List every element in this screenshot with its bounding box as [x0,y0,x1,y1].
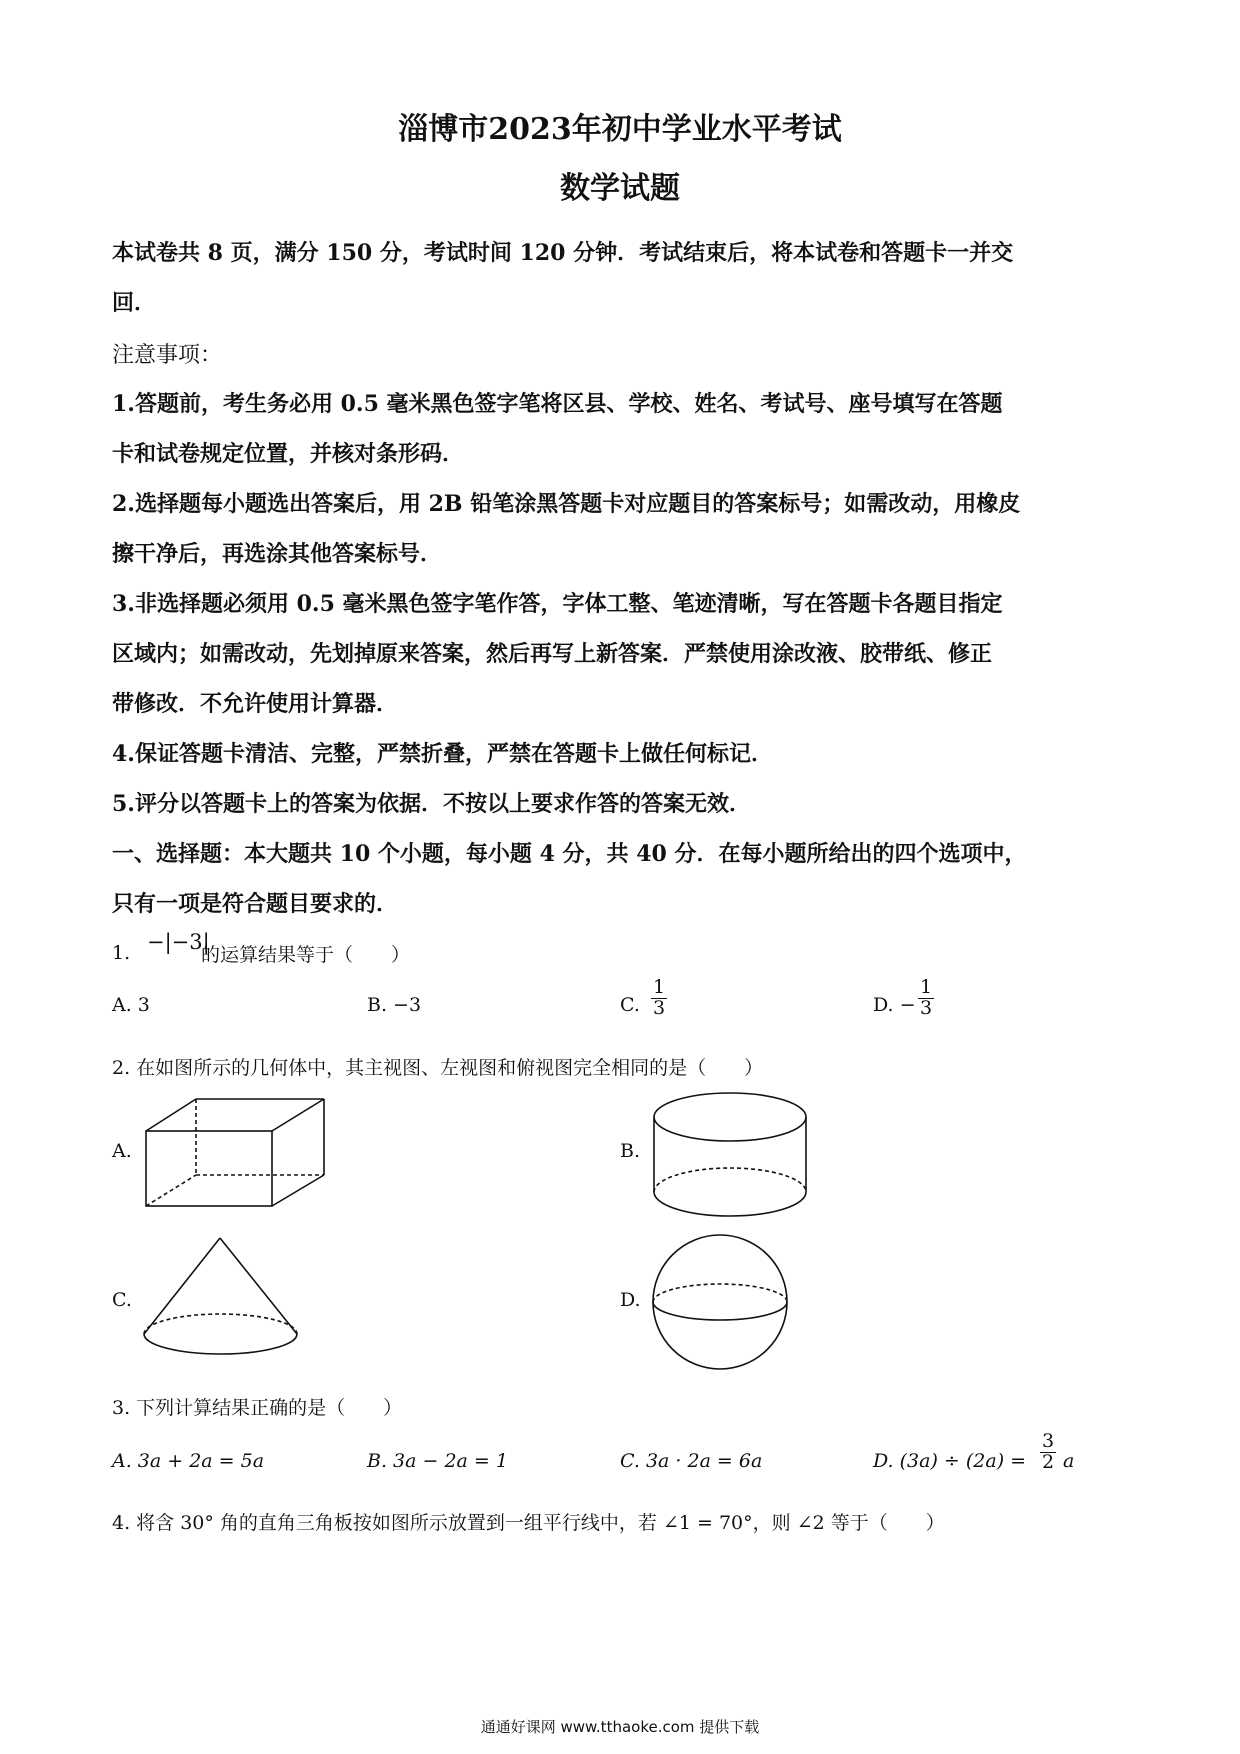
q1-option-c-fraction [651,978,667,1019]
q2-option-b: B. [620,1140,641,1162]
q3-option-d-label: D. (3a) ÷ (2a) = [873,1450,1027,1472]
q2-text: 2. 在如图所示的几何体中，其主视图、左视图和俯视图完全相同的是（ ） [112,1057,764,1079]
q4-text: 4. 将含 30° 角的直角三角板按如图所示放置到一组平行线中，若 ∠1 = 70°，则 ∠2 等于（ ） [112,1512,945,1534]
q3-text: 3. 下列计算结果正确的是（ ） [112,1397,403,1419]
section-1-heading-line-2: 只有一项是符合题目要求的． [112,891,399,917]
q3-d-numerator: 3 [1042,1430,1055,1452]
q3-d-denominator: 2 [1042,1450,1055,1473]
notice-2-line-1: 2.选择题每小题选出答案后，用 2B 铅笔涂黑答题卡对应题目的答案标号；如需改动，用橡皮 [112,491,1021,517]
notice-3-line-3: 带修改．不允许使用计算器． [112,691,399,717]
q1-option-d-fraction [918,978,934,1019]
q2-option-c: C. [112,1289,132,1311]
exam-subtitle: 数学试题 [560,171,680,206]
q1-option-d-label: D. − [873,994,916,1016]
q1-c-denominator: 3 [653,996,666,1019]
q3-option-d-fraction [1040,1432,1056,1473]
q3-option-a: A. 3a + 2a = 5a [112,1450,265,1472]
q2-option-a: A. [112,1140,132,1162]
notice-5: 5.评分以答题卡上的答案为依据．不按以上要求作答的答案无效． [112,791,751,817]
footer-credit: 通通好课网 www.tthaoke.com 提供下载 [480,1718,760,1736]
q1-c-numerator: 1 [653,976,666,998]
q1-option-b: B. −3 [367,994,422,1016]
q1-d-denominator: 3 [920,996,933,1019]
notice-1-line-2: 卡和试卷规定位置，并核对条形码． [112,441,465,467]
notice-1-line-1: 1.答题前，考生务必用 0.5 毫米黑色签字笔将区县、学校、姓名、考试号、座号填写在答题 [112,391,1003,417]
q1-option-c-label: C. [620,994,640,1016]
q3-option-d-tail: a [1063,1450,1075,1472]
q3-option-b: B. 3a − 2a = 1 [367,1450,508,1472]
q1-number: 1. [112,942,131,964]
rectangular-prism-icon [140,1095,340,1215]
q1-expression: −|−3| [147,930,210,954]
cylinder-icon [650,1090,820,1225]
section-1-heading-line-1: 一、选择题：本大题共 10 个小题，每小题 4 分，共 40 分．在每小题所给出的四个选项中， [112,841,1027,867]
notice-3-line-1: 3.非选择题必须用 0.5 毫米黑色签字笔作答，字体工整、笔迹清晰，写在答题卡各题目指定 [112,591,1003,617]
notice-3-line-2: 区域内；如需改动，先划掉原来答案，然后再写上新答案．严禁使用涂改液、胶带纸、修正 [112,641,993,667]
notice-heading: 注意事项： [112,343,223,368]
intro-line-2: 回． [112,290,157,316]
intro-line-1: 本试卷共 8 页，满分 150 分，考试时间 120 分钟．考试结束后，将本试卷和答题卡一并交 [112,240,1014,266]
q2-option-d: D. [620,1289,641,1311]
q1-d-numerator: 1 [920,976,933,998]
sphere-icon [650,1232,800,1382]
notice-4: 4.保证答题卡清洁、完整，严禁折叠，严禁在答题卡上做任何标记． [112,741,773,767]
exam-title: 淄博市2023年初中学业水平考试 [398,112,842,147]
q1-text: 的运算结果等于（ ） [201,944,411,966]
q3-option-c: C. 3a · 2a = 6a [620,1450,763,1472]
q1-option-a: A. 3 [112,994,150,1016]
notice-2-line-2: 擦干净后，再选涂其他答案标号． [112,541,443,567]
cone-icon [140,1232,310,1362]
